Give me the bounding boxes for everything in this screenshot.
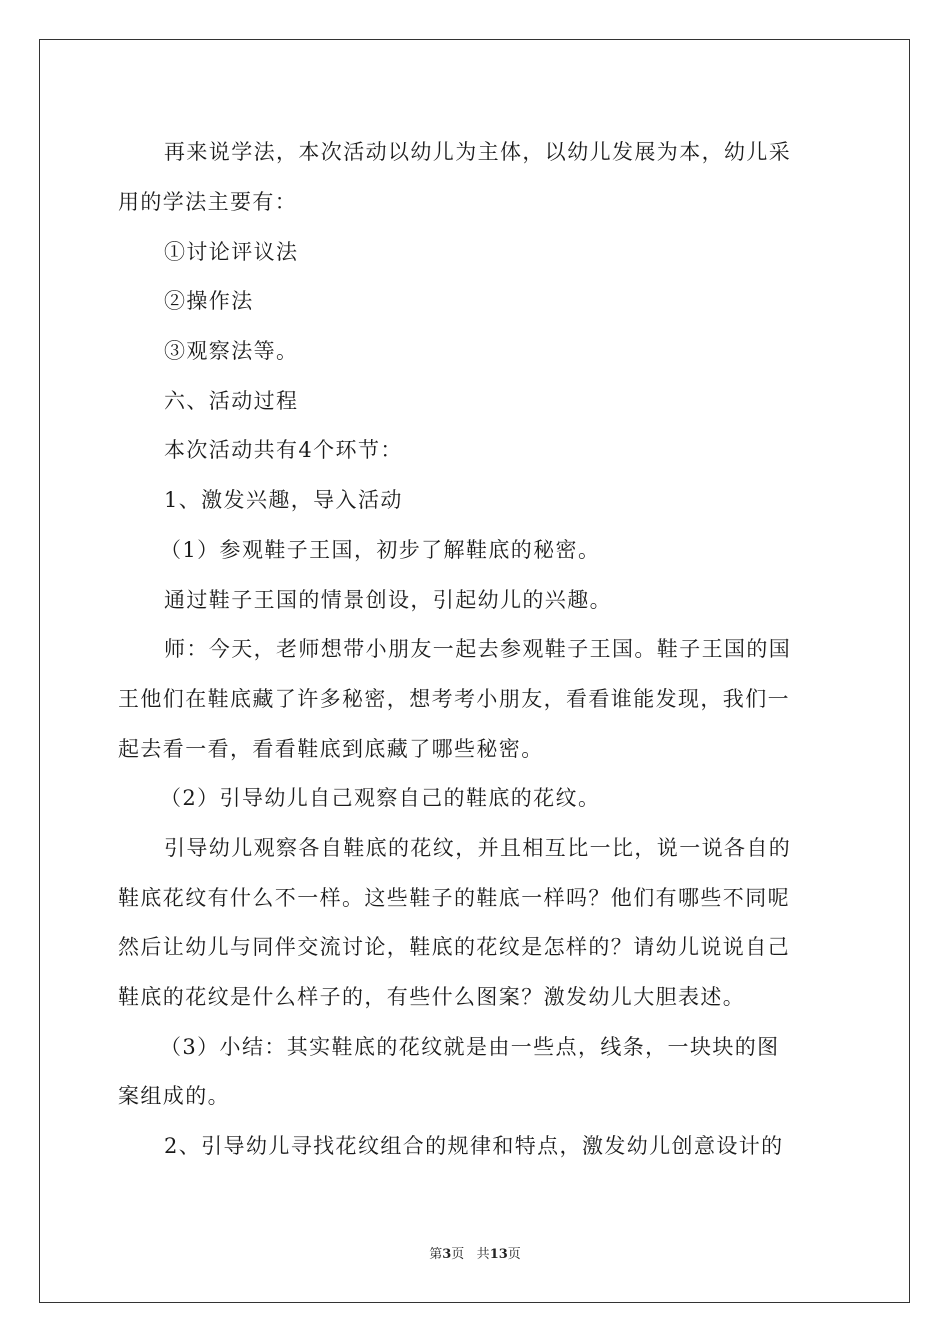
subsection-heading: 2、引导幼儿寻找花纹组合的规律和特点，激发幼儿创意设计的 — [164, 1134, 784, 1158]
paragraph-line: 用的学法主要有： — [118, 190, 298, 214]
paragraph-line: 起去看一看，看看鞋底到底藏了哪些秘密。 — [118, 737, 544, 761]
page-number: 3 — [442, 1247, 452, 1262]
paragraph-line: 案组成的。 — [118, 1084, 230, 1108]
paragraph-line: 然后让幼儿与同伴交流讨论，鞋底的花纹是怎样的？请幼儿说说自己 — [118, 935, 790, 959]
paragraph-line: 引导幼儿观察各自鞋底的花纹，并且相互比一比，说一说各自的 — [164, 836, 792, 860]
paragraph-line: 鞋底花纹有什么不一样。这些鞋子的鞋底一样吗？他们有哪些不同呢 — [118, 886, 790, 910]
page-border — [39, 39, 910, 1303]
subsection-heading: 1、激发兴趣，导入活动 — [164, 488, 403, 512]
page-prefix: 第 — [429, 1247, 443, 1262]
page-suffix: 页 — [451, 1247, 465, 1262]
list-item: ②操作法 — [164, 289, 254, 313]
paragraph-line: 师：今天，老师想带小朋友一起去参观鞋子王国。鞋子王国的国 — [164, 637, 792, 661]
paragraph-line: 通过鞋子王国的情景创设，引起幼儿的兴趣。 — [164, 588, 612, 612]
section-heading: 六、活动过程 — [164, 389, 299, 413]
list-item: ①讨论评议法 — [164, 240, 299, 264]
paragraph-line: 再来说学法，本次活动以幼儿为主体，以幼儿发展为本，幼儿采 — [164, 140, 792, 164]
paragraph-line: （1）参观鞋子王国，初步了解鞋底的秘密。 — [160, 538, 601, 562]
paragraph-line: 本次活动共有4个环节： — [164, 438, 403, 462]
paragraph-line: （2）引导幼儿自己观察自己的鞋底的花纹。 — [160, 786, 601, 810]
total-prefix: 共 — [476, 1247, 490, 1262]
list-item: ③观察法等。 — [164, 339, 299, 363]
paragraph-line: 王他们在鞋底藏了许多秘密，想考考小朋友，看看谁能发现，我们一 — [118, 687, 790, 711]
total-suffix: 页 — [507, 1247, 521, 1262]
paragraph-line: （3）小结：其实鞋底的花纹就是由一些点，线条，一块块的图 — [160, 1035, 780, 1059]
total-pages: 13 — [489, 1247, 508, 1262]
paragraph-line: 鞋底的花纹是什么样子的，有些什么图案？激发幼儿大胆表述。 — [118, 985, 746, 1009]
page-footer — [0, 1246, 950, 1264]
